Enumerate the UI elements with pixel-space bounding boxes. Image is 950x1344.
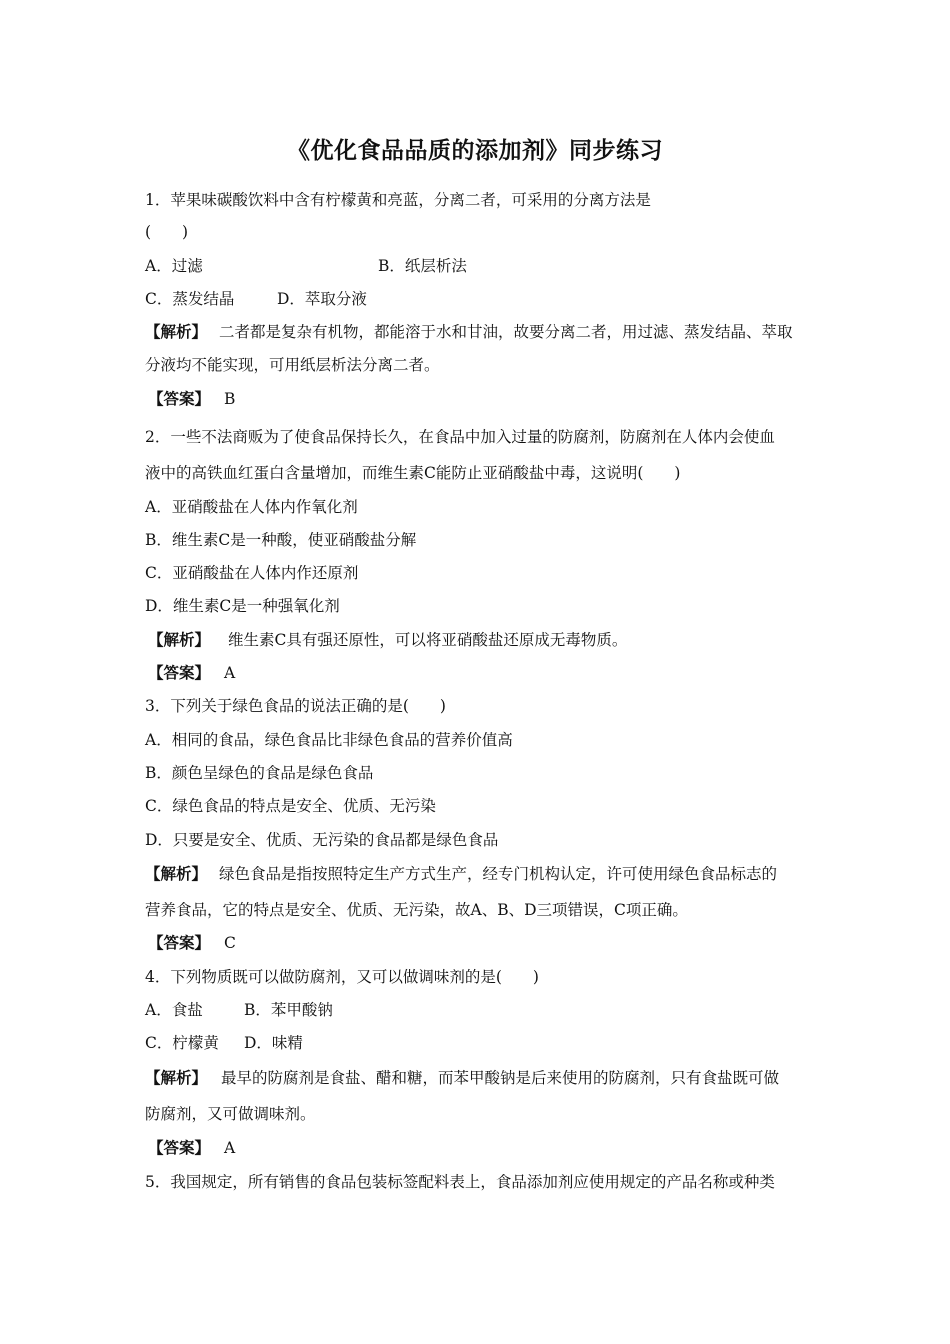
page-title: 《优化食品品质的添加剂》同步练习 — [287, 138, 663, 164]
q3-stem: 3．下列关于绿色食品的说法正确的是( ) — [145, 697, 446, 715]
answer-tag: 【答案】 — [148, 933, 211, 952]
answer-tag: 【答案】 — [148, 663, 211, 682]
q3-option-a: A．相同的食品，绿色食品比非绿色食品的营养价值高 — [145, 731, 513, 749]
q3-analysis-cont: 营养食品，它的特点是安全、优质、无污染，故A、B、D三项错误，C项正确。 — [145, 901, 688, 919]
q3-answer — [148, 933, 236, 953]
q2-stem: 2．一些不法商贩为了使食品保持长久，在食品中加入过量的防腐剂，防腐剂在人体内会使血 — [145, 428, 775, 446]
analysis-tag: 【解析】 — [145, 864, 208, 883]
answer-tag: 【答案】 — [148, 1138, 211, 1157]
q1-analysis-cont: 分液均不能实现，可用纸层析法分离二者。 — [145, 356, 440, 374]
q4-answer — [148, 1138, 235, 1158]
q4-option-a: A．食盐 — [145, 1001, 203, 1019]
q1-option-b: B．纸层析法 — [378, 257, 467, 275]
q1-option-a: A．过滤 — [145, 257, 203, 275]
analysis-tag: 【解析】 — [145, 1068, 208, 1087]
q4-option-d: D．味精 — [244, 1034, 303, 1052]
q4-option-b: B．苯甲酸钠 — [244, 1001, 333, 1019]
q1-option-c: C．蒸发结晶 — [145, 290, 235, 308]
q2-option-b: B．维生素C是一种酸，使亚硝酸盐分解 — [145, 531, 417, 549]
q1-paren: ( ) — [145, 223, 189, 241]
q2-stem-cont: 液中的高铁血红蛋白含量增加，而维生素C能防止亚硝酸盐中毒，这说明( ) — [145, 464, 681, 482]
q2-analysis-text: 维生素C具有强还原性，可以将亚硝酸盐还原成无毒物质。 — [228, 631, 628, 649]
q1-option-d: D．萃取分液 — [277, 290, 367, 308]
q3-option-b: B．颜色呈绿色的食品是绿色食品 — [145, 764, 374, 782]
q3-option-d: D．只要是安全、优质、无污染的食品都是绿色食品 — [145, 831, 499, 849]
q4-stem: 4．下列物质既可以做防腐剂，又可以做调味剂的是( ) — [145, 968, 539, 986]
q2-option-c: C．亚硝酸盐在人体内作还原剂 — [145, 564, 359, 582]
q1-analysis — [145, 322, 793, 342]
q4-analysis — [145, 1068, 779, 1088]
q1-answer-value: B — [224, 390, 236, 408]
q5-stem: 5．我国规定，所有销售的食品包装标签配料表上，食品添加剂应使用规定的产品名称或种类 — [145, 1173, 775, 1191]
q4-analysis-cont: 防腐剂，又可做调味剂。 — [145, 1105, 316, 1123]
q1-answer — [148, 389, 235, 409]
q3-answer-value: C — [224, 934, 236, 952]
q3-analysis — [145, 864, 777, 884]
q2-option-d: D．维生素C是一种强氧化剂 — [145, 597, 340, 615]
q4-option-c: C．柠檬黄 — [145, 1034, 219, 1052]
q2-analysis — [148, 630, 627, 650]
q3-option-c: C．绿色食品的特点是安全、优质、无污染 — [145, 797, 436, 815]
q2-answer — [148, 663, 235, 683]
analysis-tag: 【解析】 — [145, 322, 208, 341]
answer-tag: 【答案】 — [148, 389, 211, 408]
q4-analysis-text: 最早的防腐剂是食盐、醋和糖，而苯甲酸钠是后来使用的防腐剂，只有食盐既可做 — [221, 1069, 780, 1087]
analysis-tag: 【解析】 — [148, 630, 211, 649]
q2-answer-value: A — [224, 664, 236, 682]
q4-answer-value: A — [224, 1139, 236, 1157]
q1-analysis-text: 二者都是复杂有机物，都能溶于水和甘油，故要分离二者，用过滤、蒸发结晶、萃取 — [219, 323, 793, 341]
q3-analysis-text: 绿色食品是指按照特定生产方式生产，经专门机构认定，许可使用绿色食品标志的 — [219, 865, 778, 883]
q2-option-a: A．亚硝酸盐在人体内作氧化剂 — [145, 498, 358, 516]
q1-stem: 1．苹果味碳酸饮料中含有柠檬黄和亮蓝，分离二者，可采用的分离方法是 — [145, 191, 651, 209]
